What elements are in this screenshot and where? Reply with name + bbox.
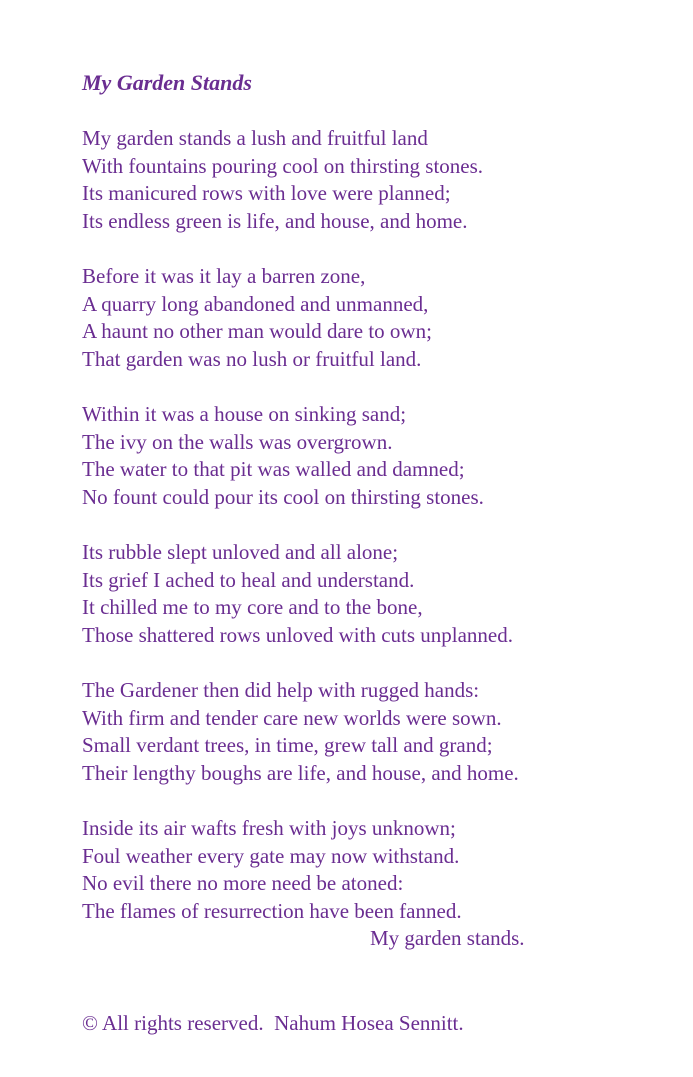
- poem-page: [82, 68, 642, 953]
- poem-line: Its endless green is life, and house, and home.: [82, 208, 468, 233]
- poem-title: My Garden Stands: [82, 70, 252, 95]
- stanza-1: [82, 125, 642, 235]
- poem-line: Before it was it lay a barren zone,: [82, 264, 366, 288]
- copyright-notice: © All rights reserved. Nahum Hosea Sennitt.: [82, 1011, 464, 1035]
- poem-line: Inside its air wafts fresh with joys unknown;: [82, 816, 456, 840]
- poem-line: The water to that pit was walled and damned;: [82, 457, 465, 481]
- poem-line: A haunt no other man would dare to own;: [82, 319, 432, 343]
- poem-body: [82, 125, 642, 953]
- poem-line: No fount could pour its cool on thirsting stones.: [82, 484, 484, 509]
- poem-line: Its grief I ached to heal and understand.: [82, 567, 415, 592]
- stanza-4: [82, 539, 642, 649]
- poem-line: Their lengthy boughs are life, and house, and home.: [82, 760, 519, 785]
- poem-line: Its rubble slept unloved and all alone;: [82, 540, 399, 564]
- poem-line: Small verdant trees, in time, grew tall and grand;: [82, 733, 493, 757]
- poem-line: The flames of resurrection have been fanned.: [82, 898, 462, 923]
- poem-line: The Gardener then did help with rugged hands:: [82, 678, 480, 702]
- poem-line: No evil there no more need be atoned:: [82, 871, 404, 895]
- poem-line: The ivy on the walls was overgrown.: [82, 429, 393, 454]
- stanza-3: [82, 401, 642, 511]
- poem-line: Within it was a house on sinking sand;: [82, 402, 407, 426]
- poem-line: Those shattered rows unloved with cuts unplanned.: [82, 622, 513, 647]
- poem-line: A quarry long abandoned and unmanned,: [82, 291, 429, 316]
- poem-line: My garden stands a lush and fruitful land: [82, 126, 428, 150]
- poem-line: With fountains pouring cool on thirsting stones.: [82, 153, 484, 178]
- poem-line: That garden was no lush or fruitful land.: [82, 346, 422, 371]
- stanza-2: [82, 263, 642, 373]
- stanza-6: [82, 815, 642, 953]
- closing-line: My garden stands.: [370, 926, 525, 950]
- poem-line: It chilled me to my core and to the bone,: [82, 595, 423, 619]
- poem-line: With firm and tender care new worlds were sown.: [82, 705, 502, 730]
- poem-line: Its manicured rows with love were planned;: [82, 181, 451, 205]
- poem-line: Foul weather every gate may now withstand.: [82, 843, 460, 868]
- stanza-5: [82, 677, 642, 787]
